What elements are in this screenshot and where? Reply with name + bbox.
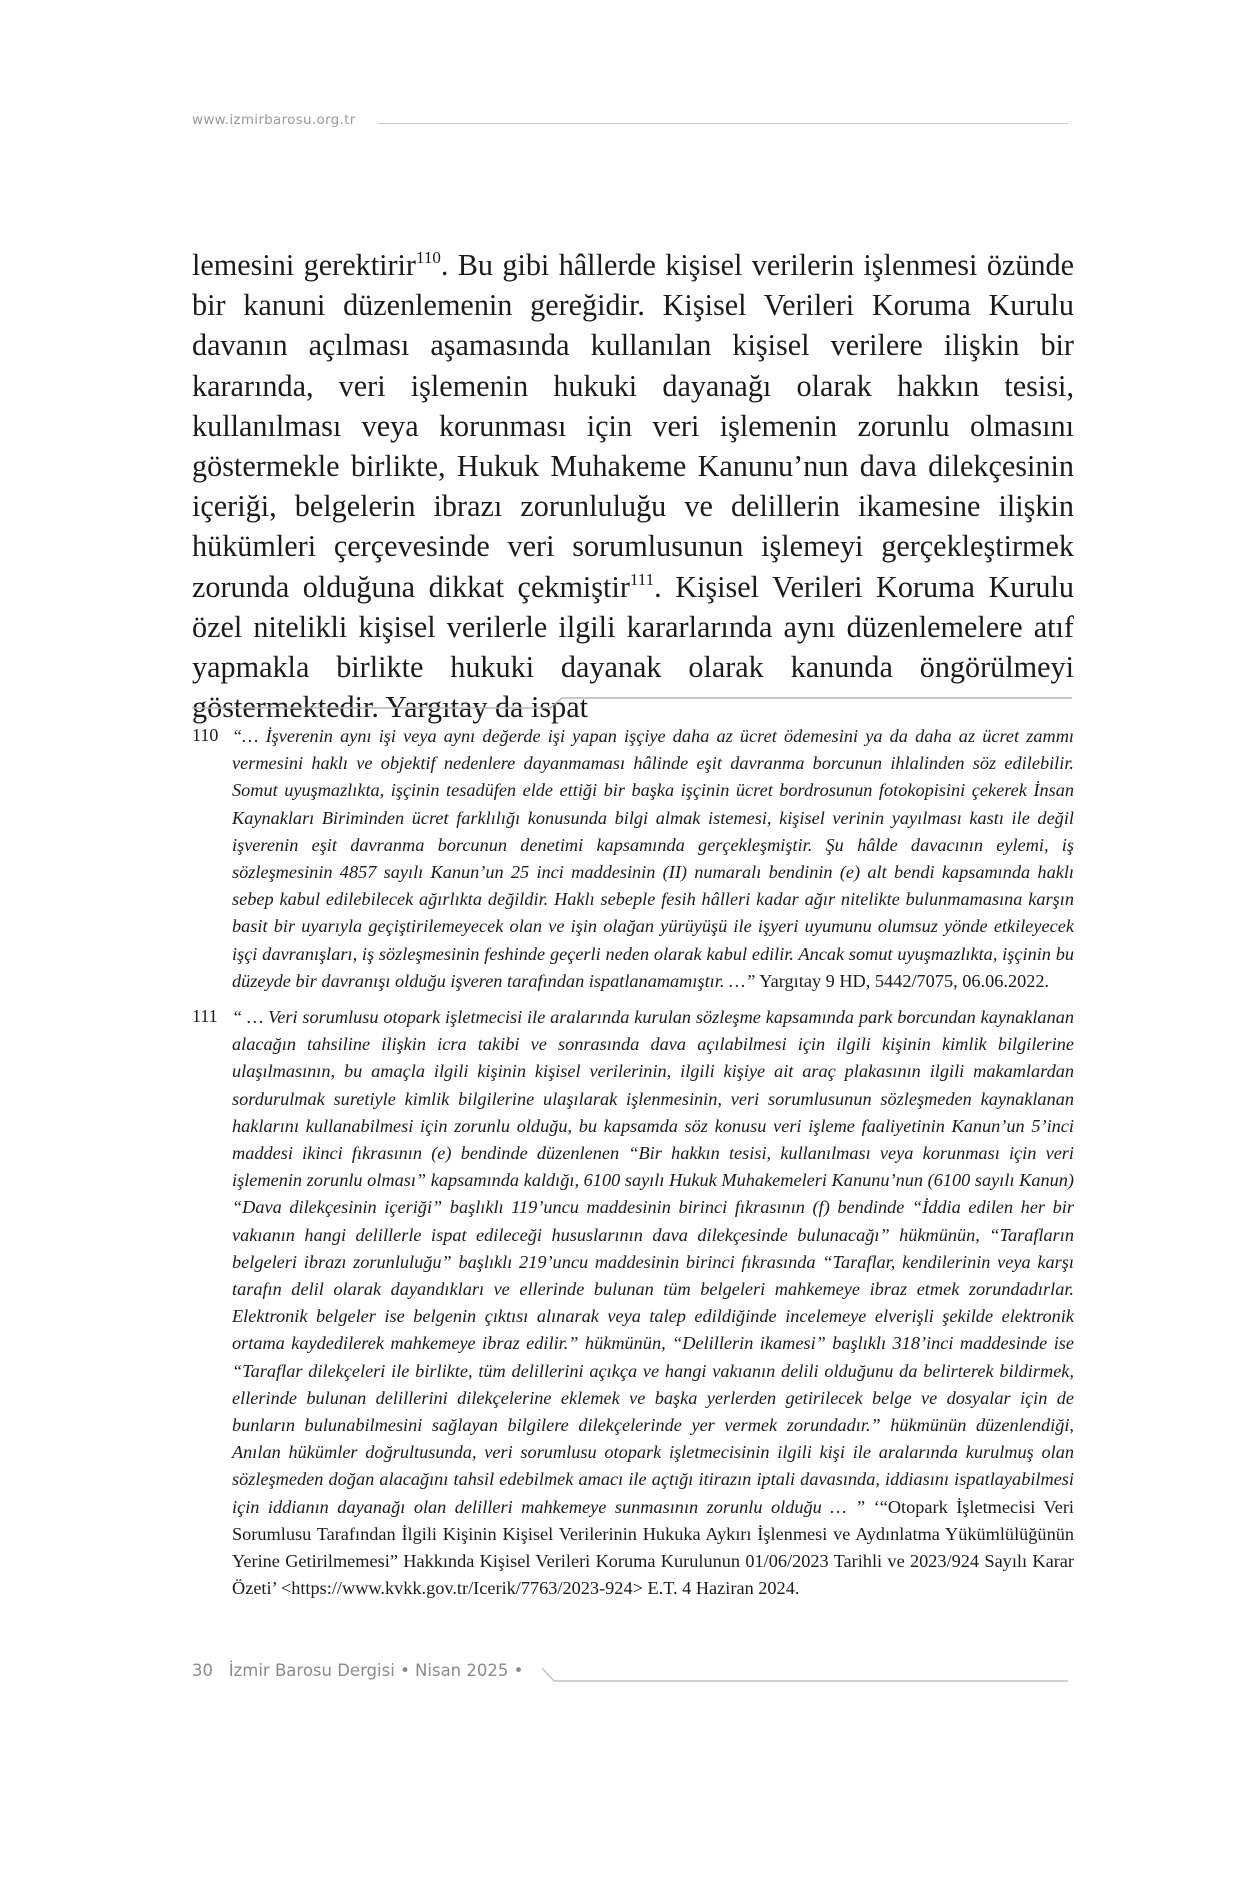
footnote-number: 110 xyxy=(192,725,219,745)
body-text-part-3: . Kişisel Verileri Koruma Kurulu özel nitelikli kişisel verilerle ilgili kararlarında aynı düzenlemelere atıf yapmakla birlikte hukuki dayanak olarak kanunda öngörülmeyi göstermektedir. Yargıtay da ispat xyxy=(192,569,1074,725)
footnote-citation: Yargıtay 9 HD, 5442/7075, 06.06.2022. xyxy=(755,970,1050,991)
footer-bullet: • xyxy=(513,1661,524,1680)
footer-text xyxy=(192,1661,523,1680)
footer-page-number: 30 xyxy=(192,1661,213,1680)
footnote-text xyxy=(232,1004,1074,1602)
footer-date: Nisan 2025 xyxy=(415,1661,509,1680)
footnote-110 xyxy=(192,723,1074,995)
footnote-separator xyxy=(192,697,1074,713)
body-text-part-1: lemesini gerektirir xyxy=(192,248,416,282)
body-text-part-2: . Bu gibi hâllerde kişisel verilerin işlenmesi özünde bir kanuni düzenlemenin gereğidir. Kişisel Verileri Koruma Kurulu davanın açılması aşamasında kullanılan kişisel verilere ilişkin bir kararında, veri işlemenin hukuki dayanağı olarak hakkın tesisi, kullanılması veya korunması için veri işlemenin zorunlu olmasını göstermekle birlikte, Hukuk Muhakeme Kanunu’nun dava dilekçesinin içeriği, belgelerin ibrazı zorunluluğu ve delillerin ikamesine ilişkin hükümleri çerçevesinde veri sorumlusunun işlemeyi gerçekleştirmek zorunda olduğuna dikkat çekmiştir xyxy=(192,248,1074,604)
footnote-ref-111[interactable]: 111 xyxy=(629,569,655,589)
footnote-number: 111 xyxy=(192,1006,218,1027)
running-header xyxy=(192,112,1068,134)
footnotes-section xyxy=(192,723,1074,1612)
header-rule xyxy=(378,123,1068,124)
footnote-ref-110[interactable]: 110 xyxy=(415,248,441,267)
running-footer xyxy=(192,1660,1068,1688)
header-site-url: www.izmirbarosu.org.tr xyxy=(192,112,356,128)
footnote-111 xyxy=(192,1004,1074,1602)
footer-journal-title: İzmir Barosu Dergisi xyxy=(228,1661,395,1680)
footer-bullet: • xyxy=(400,1661,410,1680)
footnote-text xyxy=(232,723,1074,995)
footnote-quote: “… İşverenin aynı işi veya aynı değerde işi yapan işçiye daha az ücret ödemesini ya da daha az ücret zammı vermesini haklı ve objektif nedenlere dayanmaması hâlinde eşit davranma borcunun ihlalinden söz edilebilir. Somut uyuşmazlıkta, işçinin tesadüfen elde ettiği bir başka işçinin ücret bordrosunun fotokopisini çekerek İnsan Kaynakları Biriminden ücret farklılığı konusunda bilgi almak istemesi, kişisel verinin yayılması kastı ile değil işverenin eşit davranma borcunun denetimi kapsamında gerçekleşmiştir. Şu hâlde davacının eylemi, iş sözleşmesinin 4857 sayılı Kanun’un 25 inci maddesinin (II) numaralı bendinin (e) alt bendi kapsamında haklı sebep kabul edilebilecek ağırlıkta değildir. Haklı sebeple fesih hâlleri kadar ağır nitelikte bulunmamasına karşın basit bir uyarıyla geçiştirilemeyecek olan ve işin olağan yürüyüşü ile işyeri uyumunu olumsuz yönde etkileyecek işçi davranışları, iş sözleşmesinin feshinde geçerli neden olarak kabul edilir. Ancak somut uyuşmazlıkta, işçinin bu düzeyde bir davranışı olduğu işveren tarafından ispatlanamamıştır. …” xyxy=(232,726,1074,991)
body-paragraph xyxy=(192,245,1074,727)
footnote-citation: ‘“Otopark İşletmecisi Veri Sorumlusu Tarafından İlgili Kişinin Kişisel Verilerinin Hukuka Aykırı İşlenmesi ve Aydınlatma Yükümlülüğünün Yerine Getirilmemesi” Hakkında Kişisel Verileri Koruma Kurulunun 01/06/2023 Tarihli ve 2023/924 Sayılı Karar Özeti’ <https://www.kvkk.gov.tr/Icerik/7763/2023-924> E.T. 4 Haziran 2024. xyxy=(232,1496,1074,1599)
footnote-quote: “ … Veri sorumlusu otopark işletmecisi ile aralarında kurulan sözleşme kapsamında park borcundan kaynaklanan alacağın tahsiline ilişkin icra takibi ve sonrasında dava açılabilmesi için ilgili kişinin kimlik bilgilerine ulaşılmasının, bu amaçla ilgili kişinin kişisel verilerinin, ilgili kişiye ait araç plakasının ilgili makamlardan sordurulmak suretiyle kimlik bilgilerine ulaşılarak işlenmesinin, veri sorumlusunun sözleşmeden kaynaklanan haklarını kullanabilmesi için zorunlu olduğu, bu kapsamda söz konusu veri işleme faaliyetinin Kanun’un 5’inci maddesi ikinci fıkrasının (e) bendinde düzenlenen “Bir hakkın tesisi, kullanılması veya korunması için veri işlemenin zorunlu olması” kapsamında kaldığı, 6100 sayılı Hukuk Muhakemeleri Kanunu’nun (6100 sayılı Kanun) “Dava dilekçesinin içeriği” başlıklı 119’uncu maddesinin birinci fıkrasının (f) bendinde “İddia edilen her bir vakıanın hangi delillerle ispat edileceği hususlarının dava dilekçesinde bulunacağı” hükmünün, “Tarafların belgeleri ibrazı zorunluluğu” başlıklı 219’uncu maddesinin birinci fıkrasında “Taraflar, kendilerinin veya karşı tarafın delil olarak dayandıkları ve ellerinde bulunan tüm belgeleri mahkemeye ibraz etmek zorundadırlar. Elektronik belgeler ise belgenin çıktısı alınarak veya talep edildiğinde incelemeye elverişli şekilde elektronik ortama kaydedilerek mahkemeye ibraz edilir.” hükmünün, “Delillerin ikamesi” başlıklı 318’inci maddesinde ise “Taraflar dilekçeleri ile birlikte, tüm delillerini açıkça ve hangi vakıanın delili olduğunu da belirterek bildirmek, ellerinde bulunan delillerini dilekçelerine eklemek ve başka yerlerden getirilecek belge ve dosyalar için de bunların bulunabilmesini sağlayan bilgilere dilekçelerinde yer vermek zorundadır.” hükmünün düzenlendiği, Anılan hükümler doğrultusunda, veri sorumlusu otopark işletmecisinin ilgili kişi ile aralarında kurulmuş olan sözleşmeden doğan alacağını tahsil edebilmek amacı ile açtığı itirazın iptali davasında, iddiasını ispatlayabilmesi için iddianın dayanağı olan delilleri mahkemeye sunmasının zorunlu olduğu … ” xyxy=(232,1007,1074,1517)
